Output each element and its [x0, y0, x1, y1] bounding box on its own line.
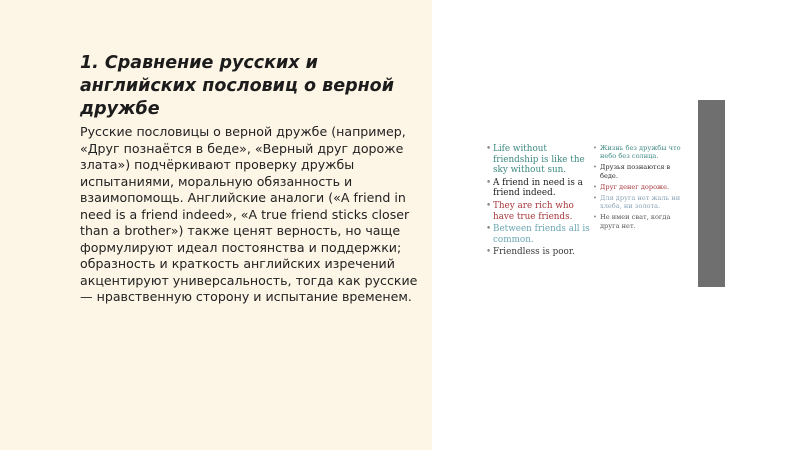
english-proverb: • A friend in need is a friend indeed.: [486, 178, 590, 199]
proverbs-poster-image: [486, 144, 690, 274]
slide-body-text: Русские пословицы о верной дружбе (например, «Друг познаётся в беде», «Верный друг дороже злата») подчёркивают проверку дружбы испытаниями, моральную обязанность и взаимопомощь. Английские аналоги («A friend in need is a friend indeed», «A true friend sticks closer than a brother») также ценят верность, но чаще формулируют идеал постоянства и поддержки; образность и краткость английских изречений акцентируют универсальность, тогда как русские — нравственную сторону и испытание временем.: [80, 124, 418, 304]
russian-proverb: • Для друга нет жаль ни хлеба, ни золота.: [593, 194, 688, 210]
russian-proverb: • Не имеи сват, когда друга нет.: [593, 213, 688, 229]
russian-proverb: • Жизнь без дружбы что небо без солнца.: [593, 144, 688, 160]
gray-bar-decoration: [698, 100, 725, 287]
slide-title: 1. Сравнение русских и английских пословиц о верной дружбе: [80, 53, 394, 119]
russian-proverbs-column: [593, 144, 688, 233]
russian-proverb: • Друзья познаются в беде.: [593, 163, 688, 179]
english-proverbs-column: [486, 144, 590, 260]
english-proverb: • Life without friendship is like the sky without sun.: [486, 144, 590, 176]
english-proverb: • They are rich who have true friends.: [486, 201, 590, 222]
russian-proverb: • Друг денег дороже.: [593, 183, 688, 191]
english-proverb: • Friendless is poor.: [486, 247, 590, 258]
english-proverb: • Between friends all is common.: [486, 224, 590, 245]
